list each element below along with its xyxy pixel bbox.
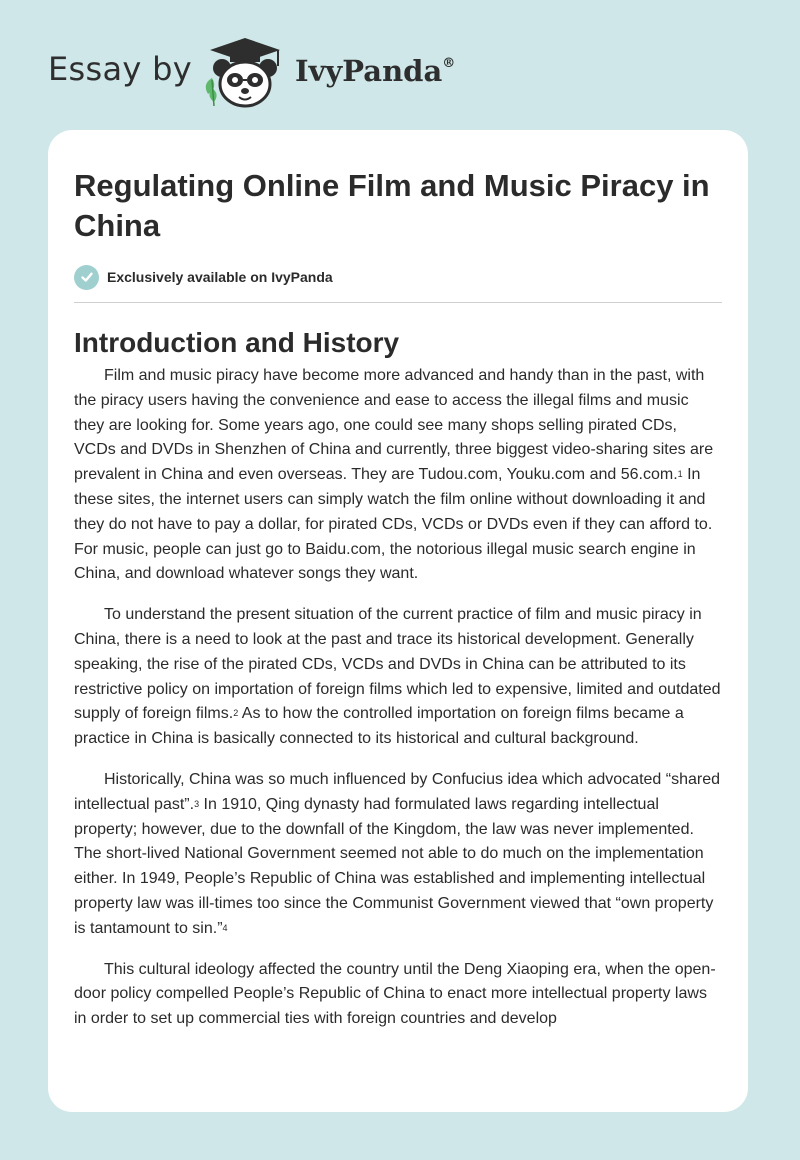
paragraph-text: This cultural ideology affected the country until the Deng Xiaoping era, when the open-door policy compelled People’s Republic of China to enact more intellectual property laws in order to set up commercial ties with foreign countries and develop [74,960,716,1028]
footnote-ref[interactable]: 4 [222,922,228,933]
check-circle-icon [74,265,99,290]
paragraph-text: As to how the controlled importation on foreign films became a practice in China is basically connected to its historical and cultural background. [74,705,684,748]
exclusive-badge [74,264,333,290]
paragraph-text: To understand the present situation of the current practice of film and music piracy in China, there is a need to look at the past and trace its historical development. Generally speaking, the rise of the pirated CDs, VCDs and DVDs in China can be attributed to its restrictive policy on importation of foreign films which led to expensive, limited and outdated supply of foreign films. [74,606,721,723]
footnote-ref[interactable]: 1 [677,469,683,480]
section-heading: Introduction and History [74,327,400,358]
panda-graduate-logo-icon[interactable] [200,36,290,110]
paragraph-text: Film and music piracy have become more advanced and handy than in the past, with the piracy users having the convenience and ease to access the illegal films and music they are looking for. Some years ago, one could see many shops selling pirated CDs, VCDs and DVDs in Shenzhen of China and currently, three biggest video-sharing sites are prevalent in China and even overseas. They are Tudou.com, Youku.com and 56.com. [74,367,714,484]
paragraph-text: In these sites, the internet users can simply watch the film online without downloading it and they do not have to pay a dollar, for pirated CDs, VCDs or DVDs even if they can afford to. For music, people can just go to Baidu.com, the notorious illegal music search engine in China, and download whatever songs they want. [74,466,713,583]
brand-prefix: Essay by [48,50,192,88]
paragraph [74,768,722,942]
paragraph [74,603,722,752]
registered-mark: ® [442,56,456,72]
footnote-ref[interactable]: 3 [194,798,200,809]
brand-name[interactable]: IvyPanda® [295,54,456,88]
divider [74,302,722,303]
footnote-ref[interactable]: 2 [233,708,239,719]
site-header [0,0,800,130]
page-title: Regulating Online Film and Music Piracy in China [74,168,710,243]
article-card [48,130,748,1112]
paragraph-text: In 1910, Qing dynasty had formulated laws regarding intellectual property; however, due to the downfall of the Kingdom, the law was never implemented. The short-lived National Government seemed not able to do much on the implementation either. In 1949, People’s Republic of China was established and implementing intellectual property law was ill-times too since the Communist Government viewed that “own property is tantamount to sin.” [74,795,714,937]
paragraph-text: Historically, China was so much influenced by Confucius idea which advocated “shared intellectual past”. [74,770,721,813]
exclusive-badge-text: Exclusively available on IvyPanda [107,269,333,285]
paragraph [74,958,722,1032]
article-body [74,364,722,1048]
paragraph [74,364,722,587]
